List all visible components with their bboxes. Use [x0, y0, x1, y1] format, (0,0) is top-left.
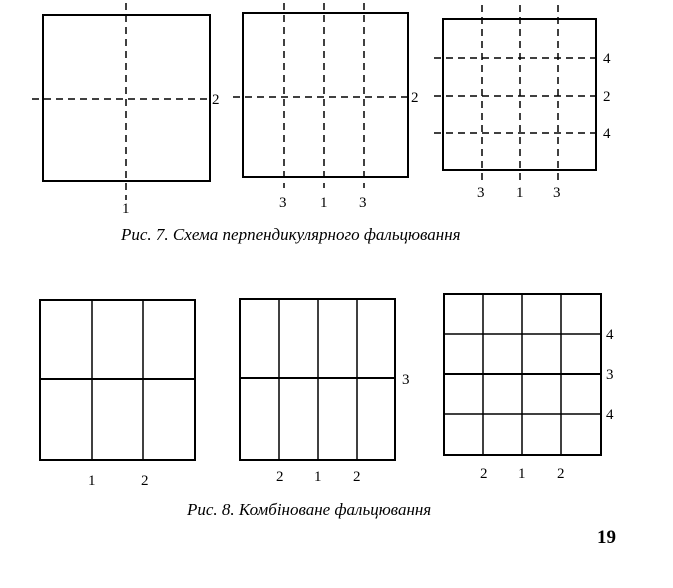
fig7-d3-bottom-label-2: 1: [516, 185, 524, 201]
fig7-d2-right-label-1: 2: [411, 90, 419, 106]
fig8-d3-right-label-1: 4: [606, 327, 614, 343]
fig7-d2-bottom-label-1: 3: [279, 195, 287, 211]
fig8-d3-right-label-3: 4: [606, 407, 614, 423]
fig7-d3-bottom-label-3: 3: [553, 185, 561, 201]
fig7-d3-right-label-3: 4: [603, 126, 611, 142]
fig7-d3-bottom-label-1: 3: [477, 185, 485, 201]
fig7-d3-right-label-1: 4: [603, 51, 611, 67]
fig8-d1-bottom-label-1: 1: [88, 473, 96, 489]
fig7-d2-bottom-label-3: 3: [359, 195, 367, 211]
fig8-d2-right-label-1: 3: [402, 372, 410, 388]
fig8-d2-bottom-label-2: 1: [314, 469, 322, 485]
fig8-d2-bottom-label-1: 2: [276, 469, 284, 485]
fig7-diagram-1: [32, 3, 212, 200]
fig8-d3-right-label-2: 3: [606, 367, 614, 383]
fig8-d2-bottom-label-3: 2: [353, 469, 361, 485]
figure7-caption: Рис. 7. Схема перпендикулярного фальцювання: [121, 225, 461, 244]
fig8-diagram-1: [40, 300, 195, 460]
fig8-d3-bottom-label-3: 2: [557, 466, 565, 482]
fig7-d1-right-label-1: 2: [212, 92, 220, 108]
fig7-d3-right-label-2: 2: [603, 89, 611, 105]
fig7-d1-bottom-label-1: 1: [122, 201, 130, 217]
fig7-diagram-2: [233, 3, 412, 188]
fig8-d3-bottom-label-1: 2: [480, 466, 488, 482]
figure8-caption: Рис. 8. Комбіноване фальцювання: [187, 500, 432, 519]
fig7-d2-bottom-label-2: 1: [320, 195, 328, 211]
fig8-diagram-2: [240, 299, 395, 460]
fig8-d1-bottom-label-2: 2: [141, 473, 149, 489]
fig7-diagram-3: [434, 5, 600, 180]
fig8-diagram-3: [444, 294, 601, 455]
fig8-d3-bottom-label-2: 1: [518, 466, 526, 482]
page-number: 19: [597, 527, 616, 548]
